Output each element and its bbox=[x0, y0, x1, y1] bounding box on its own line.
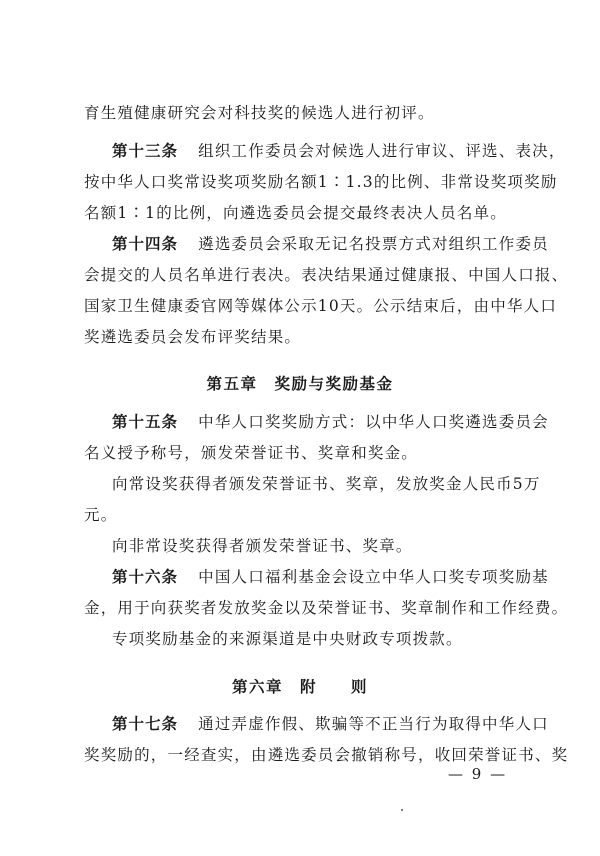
chapter-5-heading: 第五章 奖励与奖励基金 bbox=[206, 375, 394, 393]
article-15-label: 第十五条 bbox=[112, 413, 179, 431]
article-16-first-line bbox=[112, 567, 549, 587]
irregular-award-line: 向非常设奖获得者颁发荣誉证书、奖章。 bbox=[112, 537, 413, 555]
article-16-label: 第十六条 bbox=[112, 568, 179, 586]
chapter-6-heading: 第六章 附 则 bbox=[231, 678, 368, 696]
article-14-line-3: 国家卫生健康委官网等媒体公示10天。公示结束后，由中华人口 bbox=[84, 297, 558, 315]
article-14-label: 第十四条 bbox=[112, 235, 179, 253]
article-15-first-line bbox=[112, 412, 549, 432]
article-14-text: 遴选委员会采取无记名投票方式对组织工作委员 bbox=[198, 235, 549, 253]
article-13-line-2: 按中华人口奖常设奖项奖励名额1∶1.3的比例、非常设奖项奖励 bbox=[84, 173, 558, 191]
article-13-line-3: 名额1∶1的比例，向遴选委员会提交最终表决人员名单。 bbox=[84, 204, 507, 222]
fund-source-line: 专项奖励基金的来源渠道是中央财政专项拨款。 bbox=[112, 630, 463, 648]
article-14-line-2: 会提交的人员名单进行表决。表决结果通过健康报、中国人口报、 bbox=[84, 266, 569, 284]
article-17-line-2: 奖奖励的，一经查实，由遴选委员会撤销称号，收回荣誉证书、奖 bbox=[84, 746, 569, 764]
article-16-line-2: 金，用于向获奖者发放奖金以及荣誉证书、奖章制作和工作经费。 bbox=[84, 599, 569, 617]
article-13-label: 第十三条 bbox=[112, 142, 179, 160]
page-number: — 9 — bbox=[448, 765, 508, 783]
article-14-first-line bbox=[112, 234, 549, 254]
article-15-text: 中华人口奖奖励方式：以中华人口奖遴选委员会 bbox=[198, 413, 549, 431]
article-14-line-4: 奖遴选委员会发布评奖结果。 bbox=[84, 328, 302, 346]
article-16-text: 中国人口福利基金会设立中华人口奖专项奖励基 bbox=[198, 568, 549, 586]
continuation-line: 育生殖健康研究会对科技奖的候选人进行初评。 bbox=[84, 104, 435, 122]
regular-award-line-2: 元。 bbox=[84, 506, 118, 524]
article-15-line-2: 名义授予称号，颁发荣誉证书、奖章和奖金。 bbox=[84, 444, 419, 462]
article-17-text: 通过弄虚作假、欺骗等不正当行为取得中华人口 bbox=[198, 715, 549, 733]
regular-award-line-1: 向常设奖获得者颁发荣誉证书、奖章，发放奖金人民币5万 bbox=[112, 475, 541, 493]
article-13-first-line bbox=[112, 141, 566, 161]
article-13-text: 组织工作委员会对候选人进行审议、评选、表决， bbox=[198, 142, 566, 160]
scan-speck bbox=[401, 809, 403, 811]
article-17-label: 第十七条 bbox=[112, 715, 179, 733]
article-17-first-line bbox=[112, 714, 549, 734]
